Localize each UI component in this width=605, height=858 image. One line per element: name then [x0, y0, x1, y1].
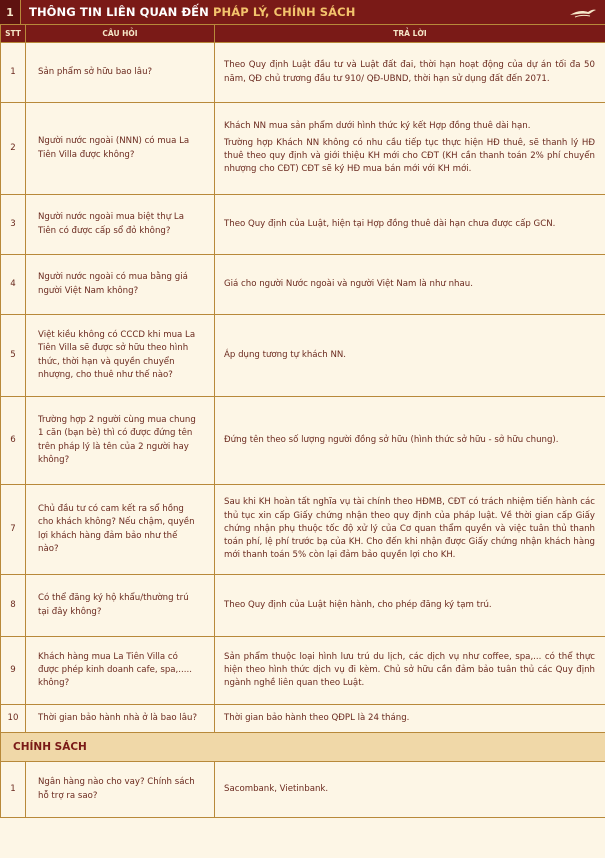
- answer-paragraph: Khách NN mua sản phẩm dưới hình thức ký kết Hợp đồng thuê dài hạn.: [224, 121, 531, 132]
- answer-paragraph: Thời gian bảo hành theo QĐPL là 24 tháng.: [224, 712, 410, 723]
- bird-logo-icon: [569, 5, 597, 19]
- table-row: [1, 705, 605, 733]
- section-title-plain: THÔNG TIN LIÊN QUAN ĐẾN: [29, 5, 209, 19]
- answer-paragraph: Sản phẩm thuộc loại hình lưu trú du lịch, các dịch vụ như coffee, spa,... có thể thực hiện theo hình thức dịch vụ đi kèm. Chủ sở hữu cần đảm bảo tuân thủ các Quy định ngành nghề liên quan theo Luật.: [224, 651, 595, 689]
- policy-faq-body: [1, 762, 605, 818]
- answer-cell: [215, 195, 605, 255]
- question-cell: Có thể đăng ký hộ khẩu/thường trú tại đây không?: [26, 575, 215, 637]
- question-cell: Việt kiều không có CCCD khi mua La Tiên Villa sẽ được sở hữu theo hình thức, thời hạn và quyền chuyển nhượng, cho thuê như thế nào?: [26, 315, 215, 397]
- answer-paragraph: Theo Quy định của Luật, hiện tại Hợp đồng thuê dài hạn chưa được cấp GCN.: [224, 218, 556, 229]
- row-number: 8: [1, 575, 26, 637]
- section-title-bar: [0, 0, 605, 24]
- col-header-stt: STT: [1, 25, 26, 43]
- table-row: [1, 43, 605, 103]
- answer-paragraph: Giá cho người Nước ngoài và người Việt Nam là như nhau.: [224, 278, 473, 289]
- answer-paragraph: Áp dụng tương tự khách NN.: [224, 349, 347, 360]
- table-row: [1, 397, 605, 485]
- answer-cell: [215, 637, 605, 705]
- table-row: [1, 575, 605, 637]
- answer-paragraph: Sau khi KH hoàn tất nghĩa vụ tài chính theo HĐMB, CĐT có trách nhiệm tiến hành các thủ tục xin cấp Giấy chứng nhận theo quy định của pháp luật. Về thời gian cấp Giấy chứng nhận phụ thuộc tốc độ xử lý của Cơ quan thẩm quyền và việc tuân thủ thanh toán phí, lệ phí trước bạ của KH. Cho đến khi nhận được Giấy chứng nhận khách hàng mới thanh toán 5% còn lại đảm bảo quyền lợi cho KH.: [224, 497, 595, 561]
- answer-paragraph: Sacombank, Vietinbank.: [224, 783, 329, 794]
- question-cell: Người nước ngoài (NNN) có mua La Tiên Villa được không?: [26, 103, 215, 195]
- row-number: 1: [1, 762, 26, 818]
- row-number: 5: [1, 315, 26, 397]
- row-number: 10: [1, 705, 26, 733]
- answer-cell: [215, 575, 605, 637]
- row-number: 7: [1, 485, 26, 575]
- question-cell: Chủ đầu tư có cam kết ra sổ hồng cho khách không? Nếu chậm, quyền lợi khách hàng đảm bảo như thế nào?: [26, 485, 215, 575]
- table-row: [1, 103, 605, 195]
- col-header-answer: TRẢ LỜI: [215, 25, 605, 43]
- question-cell: Khách hàng mua La Tiên Villa có được phép kinh doanh cafe, spa,..... không?: [26, 637, 215, 705]
- row-number: 4: [1, 255, 26, 315]
- table-row: [1, 315, 605, 397]
- section-title: [21, 5, 355, 19]
- row-number: 3: [1, 195, 26, 255]
- answer-paragraph: Theo Quy định Luật đầu tư và Luật đất đai, thời hạn hoạt động của dự án tối đa 50 năm, QĐ chủ trương đầu tư 910/ QĐ-UBND, thời hạn sử dụng đất đến 2071.: [224, 60, 595, 84]
- answer-cell: [215, 762, 605, 818]
- answer-paragraph: Trường hợp Khách NN không có nhu cầu tiếp tục thực hiện HĐ thuê, sẽ thanh lý HĐ thuê theo quy định và giới thiệu KH mới cho CĐT (KH cần thanh toán 2% phí chuyển nhượng cho CĐT) CĐT sẽ ký HĐ mua bán mới với KH mới.: [224, 137, 595, 175]
- table-row: [1, 255, 605, 315]
- answer-cell: [215, 397, 605, 485]
- table-row: [1, 195, 605, 255]
- answer-paragraph: Theo Quy định của Luật hiện hành, cho phép đăng ký tạm trú.: [224, 599, 492, 610]
- answer-cell: [215, 43, 605, 103]
- answer-cell: [215, 315, 605, 397]
- row-number: 9: [1, 637, 26, 705]
- answer-cell: [215, 705, 605, 733]
- question-cell: Sản phẩm sở hữu bao lâu?: [26, 43, 215, 103]
- row-number: 1: [1, 43, 26, 103]
- section-title-accent: PHÁP LÝ, CHÍNH SÁCH: [212, 5, 356, 19]
- table-row: [1, 485, 605, 575]
- answer-cell: [215, 485, 605, 575]
- question-cell: Thời gian bảo hành nhà ở là bao lâu?: [26, 705, 215, 733]
- answer-cell: [215, 103, 605, 195]
- question-cell: Người nước ngoài có mua bằng giá người Việt Nam không?: [26, 255, 215, 315]
- table-header-row: [1, 25, 605, 43]
- question-cell: Ngân hàng nào cho vay? Chính sách hỗ trợ ra sao?: [26, 762, 215, 818]
- row-number: 2: [1, 103, 26, 195]
- question-cell: Người nước ngoài mua biệt thự La Tiên có được cấp sổ đỏ không?: [26, 195, 215, 255]
- policy-section: [1, 733, 605, 762]
- section-header-row: [1, 733, 605, 762]
- section-heading: CHÍNH SÁCH: [1, 733, 605, 762]
- legal-faq-body: [1, 43, 605, 733]
- faq-table: [0, 24, 605, 818]
- section-number: 1: [0, 0, 21, 24]
- answer-cell: [215, 255, 605, 315]
- table-row: [1, 637, 605, 705]
- col-header-question: CÂU HỎI: [26, 25, 215, 43]
- row-number: 6: [1, 397, 26, 485]
- table-row: [1, 762, 605, 818]
- answer-paragraph: Đứng tên theo số lượng người đồng sở hữu (hình thức sở hữu - sở hữu chung).: [224, 434, 559, 445]
- question-cell: Trường hợp 2 người cùng mua chung 1 căn (bạn bè) thì có được đứng tên trên pháp lý là tên của 2 người hay không?: [26, 397, 215, 485]
